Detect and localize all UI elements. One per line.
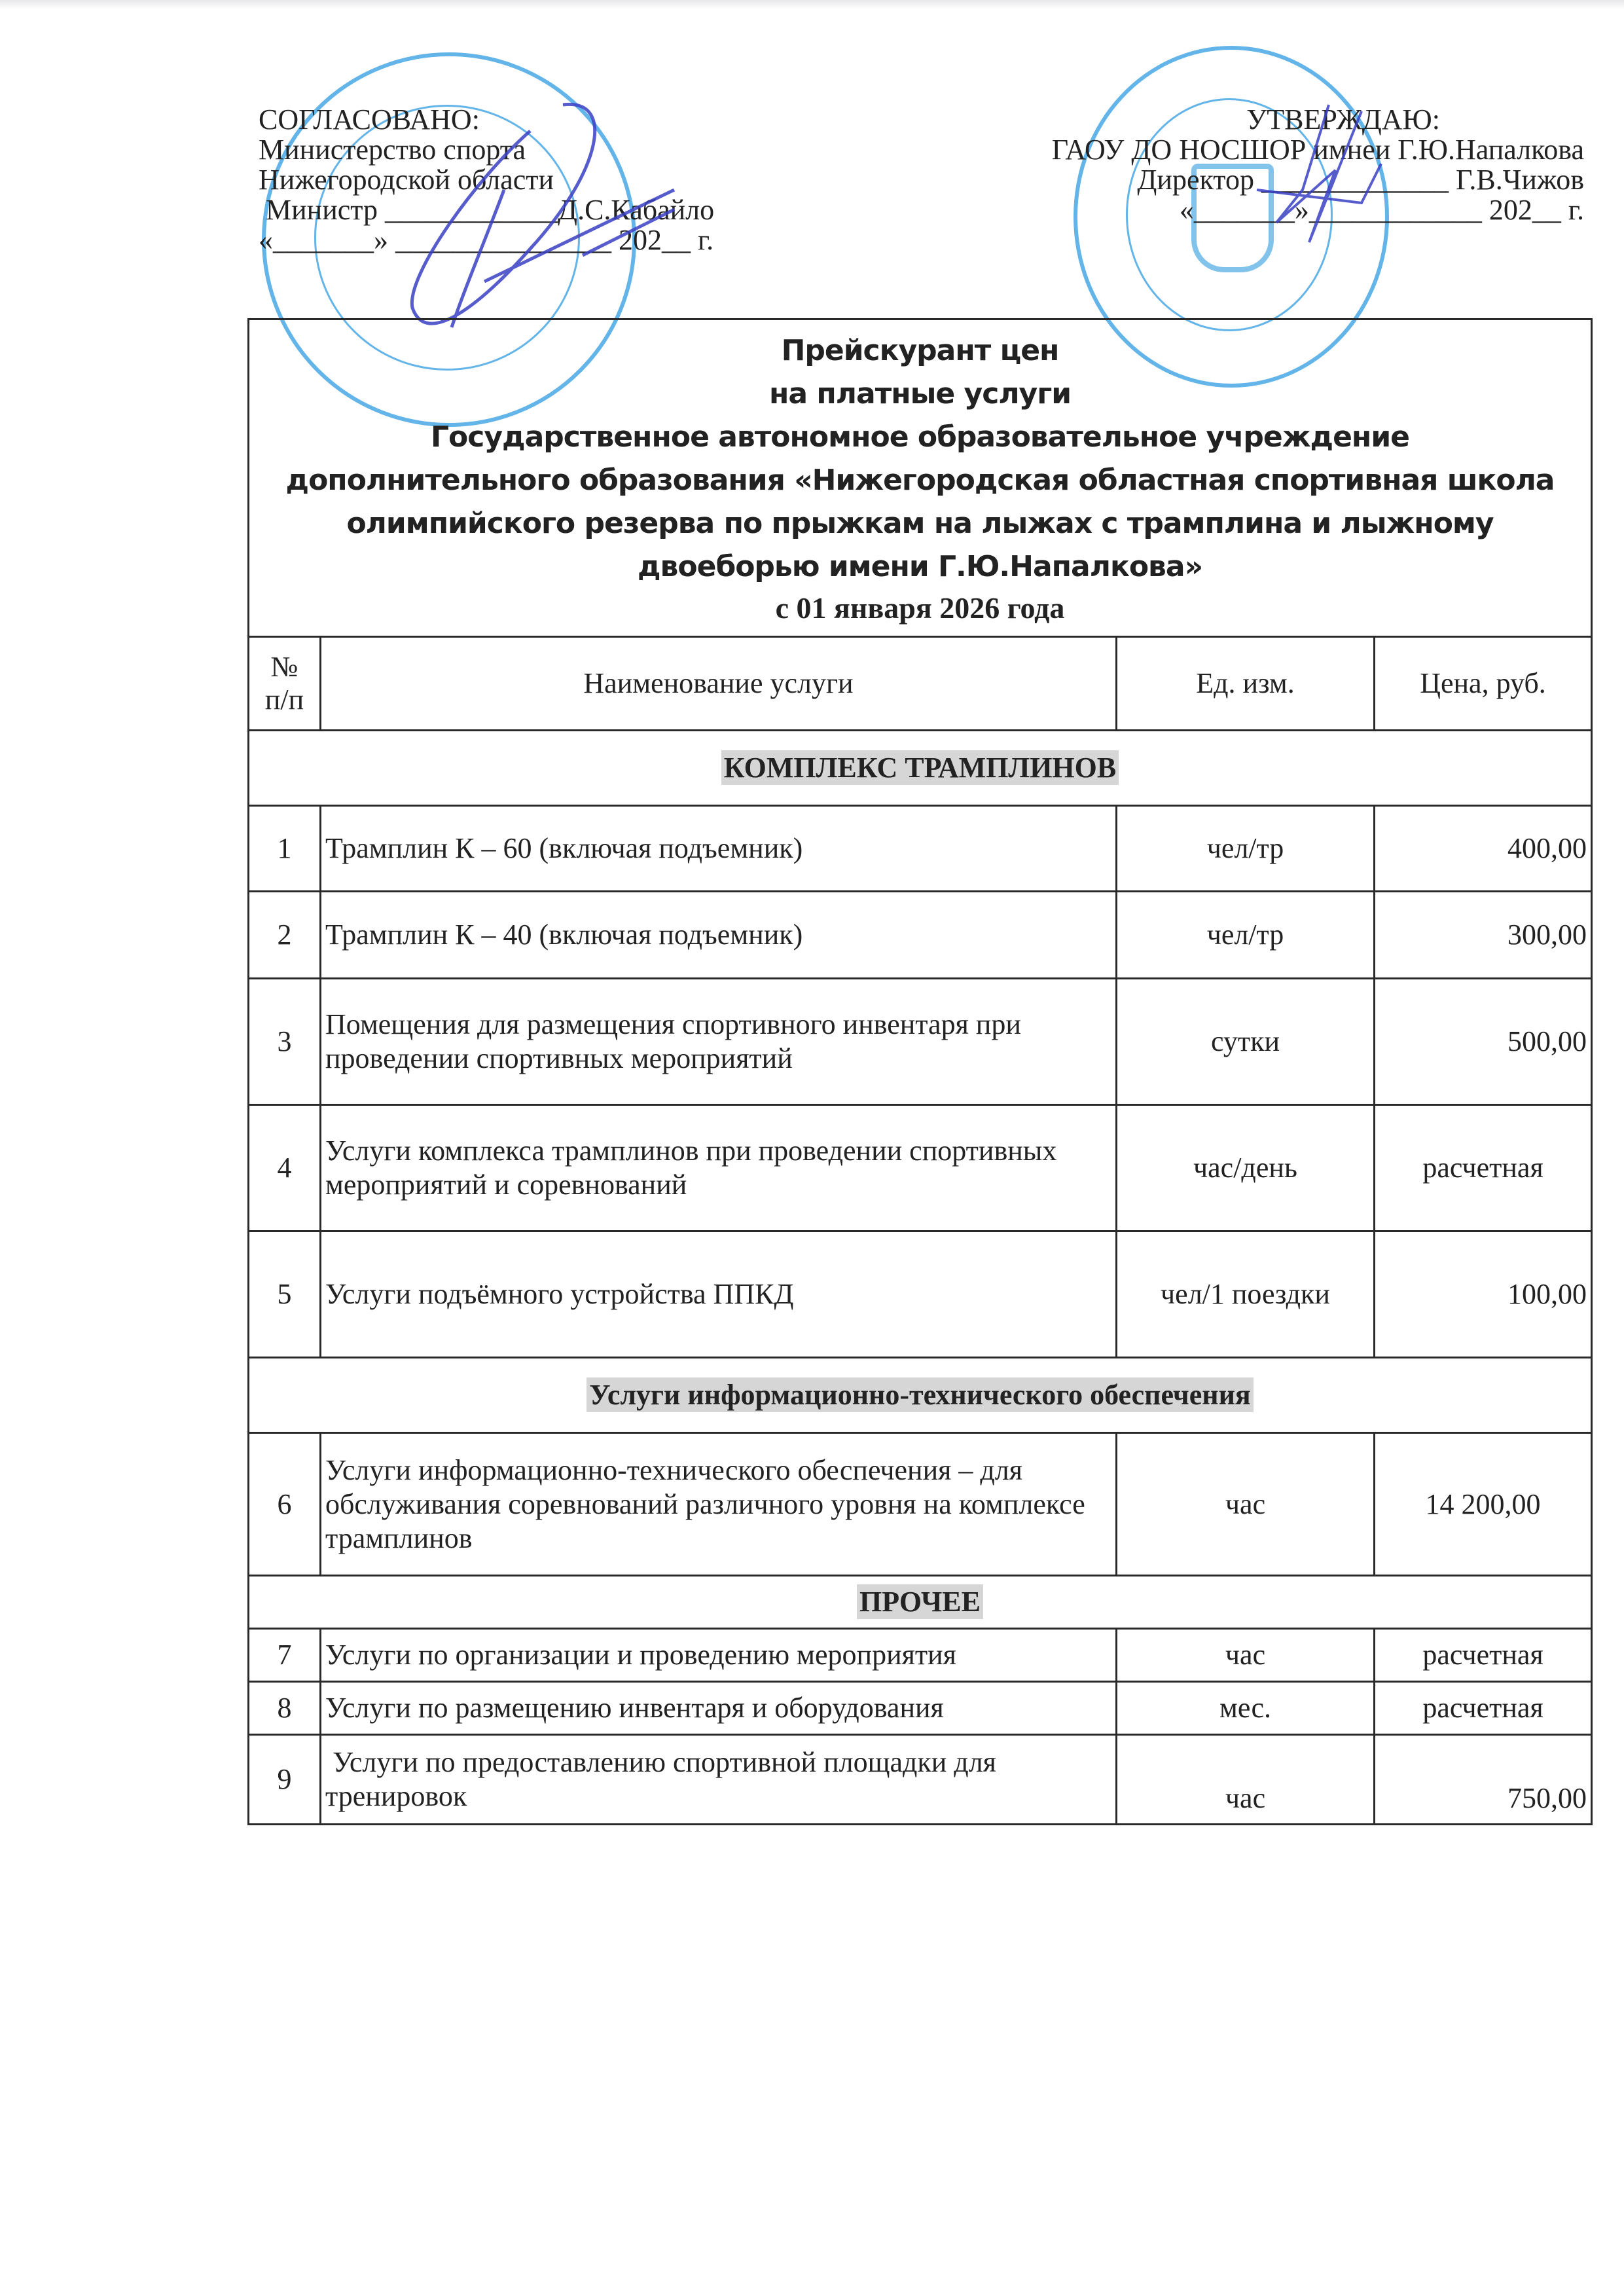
section-ski-jumps [249,731,1592,806]
table-row [249,1682,1592,1735]
header-service-name: Наименование услуги [321,637,1117,731]
section-row [249,1576,1592,1629]
table-row [249,892,1592,979]
row-number: 1 [249,806,321,892]
header-unit: Ед. изм. [1117,637,1375,731]
table-row [249,1105,1592,1231]
service-name: Услуги комплекса трамплинов при проведении спортивных мероприятий и соревнований [321,1105,1117,1231]
scan-edge [0,0,1624,9]
approval-approved-org: ГАОУ ДО НОСШОР имнеи Г.Ю.Напалкова [1051,134,1584,166]
row-number: 4 [249,1105,321,1231]
row-number: 3 [249,979,321,1105]
service-name: Услуги по предоставлению спортивной площадки для тренировок [321,1735,1117,1825]
section-row [249,731,1592,806]
header-number-label: п/п [264,683,304,716]
row-number: 5 [249,1231,321,1358]
unit: час [1117,1433,1375,1576]
price: расчетная [1375,1629,1592,1682]
approval-agreed-org: Министерство спорта [259,134,526,166]
section-it-support [249,1358,1592,1433]
price: 100,00 [1375,1231,1592,1358]
unit: чел/тр [1117,892,1375,979]
price: 14 200,00 [1375,1433,1592,1576]
unit: чел/1 поездки [1117,1231,1375,1358]
section-title: КОМПЛЕКС ТРАМПЛИНОВ [721,750,1119,785]
table-row [249,1735,1592,1825]
table-row [249,1231,1592,1358]
price: расчетная [1375,1682,1592,1735]
row-number: 8 [249,1682,321,1735]
table-row [249,1433,1592,1576]
price: 400,00 [1375,806,1592,892]
unit: час [1117,1735,1375,1825]
header-number [249,637,321,731]
approval-approved-signer: Директор _____________ Г.В.Чижов [1137,164,1584,196]
header-row [249,637,1592,731]
service-name: Трамплин К – 40 (включая подъемник) [321,892,1117,979]
approval-agreed-title: СОГЛАСОВАНО: [259,103,480,136]
title-paid-services: на платные услуги [768,377,1072,410]
title-row [249,319,1592,637]
row-number: 9 [249,1735,321,1825]
minister-signature-icon [367,92,707,354]
title-effective-date: с 01 января 2026 года [775,591,1065,625]
service-name: Услуги подъёмного устройства ППКД [321,1231,1117,1358]
approval-approved-date: «_______»____________ 202__ г. [1179,194,1584,226]
table-row [249,1629,1592,1682]
section-row [249,1358,1592,1433]
approval-agreed-signer: Министр ____________Д.С.Кабайло [259,194,715,226]
row-number: 6 [249,1433,321,1576]
row-number: 2 [249,892,321,979]
approval-agreed-date: «_______» _______________ 202__ г. [259,224,714,256]
service-name: Услуги информационно-технического обеспечения – для обслуживания соревнований различного уровня на комплексе трамплинов [321,1433,1117,1576]
unit: сутки [1117,979,1375,1105]
title-org-line-2: дополнительного образования «Нижегородская областная спортивная школа [285,464,1555,497]
header-number-sign: № [270,651,298,683]
table-row [249,979,1592,1105]
approval-agreed-region: Нижегородской области [259,164,554,196]
service-name: Помещения для размещения спортивного инвентаря при проведении спортивных мероприятий [321,979,1117,1105]
unit: час/день [1117,1105,1375,1231]
title-org-line-3: олимпийского резерва по прыжкам на лыжах с трамплина и лыжному [346,507,1494,540]
section-other [249,1576,1592,1629]
price: расчетная [1375,1105,1592,1231]
price: 750,00 [1375,1735,1592,1825]
table-row [249,806,1592,892]
service-name: Трамплин К – 60 (включая подъемник) [321,806,1117,892]
unit: мес. [1117,1682,1375,1735]
service-name: Услуги по организации и проведению мероприятия [321,1629,1117,1682]
document-title [249,319,1592,637]
price: 500,00 [1375,979,1592,1105]
unit: чел/тр [1117,806,1375,892]
section-title: ПРОЧЕЕ [857,1584,983,1619]
price-list-table [247,318,1593,1825]
director-signature-icon [1231,92,1401,262]
title-org-line-1: Государственное автономное образовательное учреждение [431,420,1409,454]
section-title: Услуги информационно-технического обеспечения [586,1377,1253,1412]
title-price-list: Прейскурант цен [781,334,1059,367]
unit: час [1117,1629,1375,1682]
approval-approved-title: УТВЕРЖДАЮ: [1246,103,1440,136]
price: 300,00 [1375,892,1592,979]
header-price: Цена, руб. [1375,637,1592,731]
service-name: Услуги по размещению инвентаря и оборудования [321,1682,1117,1735]
title-org-line-4: двоеборью имени Г.Ю.Напалкова» [638,550,1203,583]
row-number: 7 [249,1629,321,1682]
